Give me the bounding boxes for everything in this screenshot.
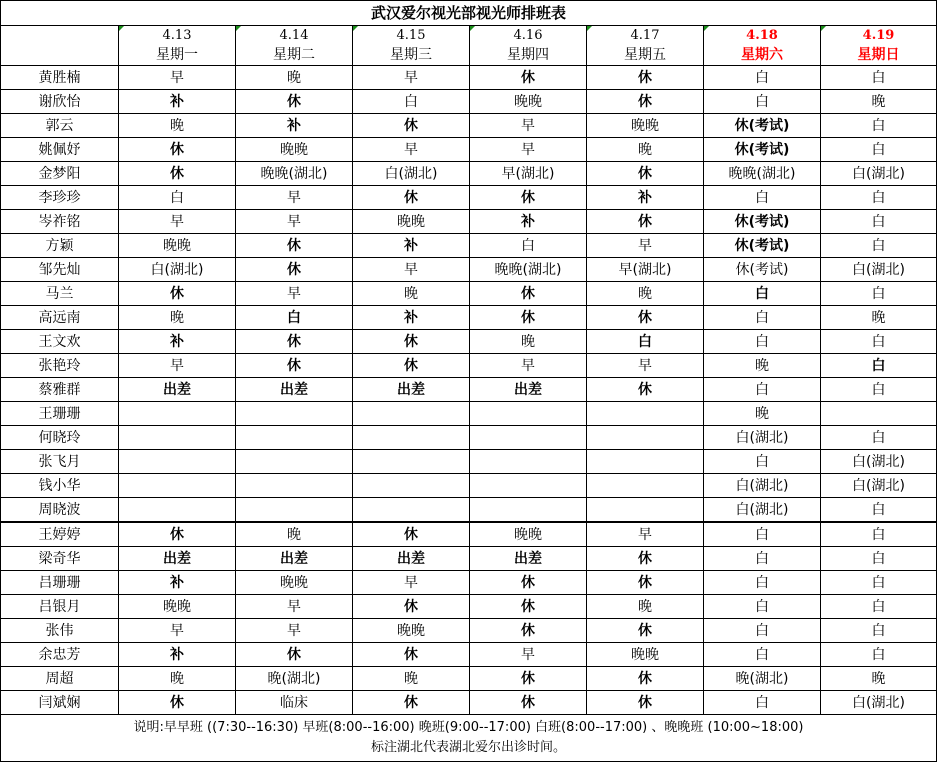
staff-name: 张飞月 [1, 450, 119, 474]
shift-cell: 白 [821, 234, 937, 258]
shift-cell: 晚 [470, 330, 587, 354]
shift-cell: 早 [236, 595, 353, 619]
staff-name: 邹先灿 [1, 258, 119, 282]
staff-name: 谢欣怡 [1, 90, 119, 114]
shift-cell: 晚(湖北) [236, 667, 353, 691]
shift-cell [587, 426, 704, 450]
shift-cell: 休 [353, 186, 470, 210]
shift-cell: 白 [821, 498, 937, 523]
shift-cell: 晚 [353, 282, 470, 306]
shift-cell: 晚晚(湖北) [236, 162, 353, 186]
staff-name: 马兰 [1, 282, 119, 306]
shift-cell: 晚晚 [353, 619, 470, 643]
weekday-header-row [1, 45, 937, 66]
shift-cell: 出差 [236, 547, 353, 571]
note-cell [1, 715, 937, 762]
shift-cell: 白 [821, 354, 937, 378]
shift-cell: 晚 [236, 66, 353, 90]
shift-cell: 出差 [236, 378, 353, 402]
shift-cell: 休 [587, 547, 704, 571]
shift-cell: 补 [353, 306, 470, 330]
shift-cell: 白(湖北) [821, 450, 937, 474]
shift-cell [236, 426, 353, 450]
shift-cell: 休 [119, 522, 236, 547]
shift-cell: 出差 [470, 378, 587, 402]
shift-cell: 白 [704, 306, 821, 330]
shift-cell: 休 [236, 90, 353, 114]
shift-cell: 出差 [353, 378, 470, 402]
shift-cell: 早 [470, 643, 587, 667]
staff-name: 张伟 [1, 619, 119, 643]
shift-cell: 早 [236, 282, 353, 306]
shift-cell: 白 [821, 643, 937, 667]
shift-cell: 休 [353, 330, 470, 354]
shift-cell: 出差 [119, 378, 236, 402]
shift-cell: 晚 [821, 90, 937, 114]
shift-cell [236, 498, 353, 523]
staff-name: 蔡雅群 [1, 378, 119, 402]
shift-cell: 晚 [704, 354, 821, 378]
shift-cell: 休 [353, 691, 470, 715]
shift-cell: 早 [236, 619, 353, 643]
date-header-row [1, 26, 937, 46]
shift-cell: 休 [353, 595, 470, 619]
staff-row [1, 66, 937, 90]
note-shift-times: 说明:早早班 ((7:30--16:30) 早班(8:00--16:00) 晚班(9:00--17:00) 白班(8:00--17:00) 、晚晚班 (10:00~18:00) [133, 720, 804, 735]
shift-cell: 晚 [119, 667, 236, 691]
weekday-header-4: 星期五 [587, 45, 704, 66]
staff-name: 闫斌娴 [1, 691, 119, 715]
shift-cell [470, 402, 587, 426]
shift-cell: 白 [821, 186, 937, 210]
shift-cell: 早 [236, 186, 353, 210]
shift-cell: 白 [821, 619, 937, 643]
shift-cell [119, 426, 236, 450]
shift-cell: 补 [119, 571, 236, 595]
shift-cell [470, 450, 587, 474]
shift-cell: 补 [353, 234, 470, 258]
staff-rows [1, 66, 937, 715]
shift-cell [236, 474, 353, 498]
shift-cell: 晚晚(湖北) [470, 258, 587, 282]
shift-cell [470, 426, 587, 450]
staff-row [1, 306, 937, 330]
shift-cell: 补 [119, 90, 236, 114]
shift-cell: 白 [821, 138, 937, 162]
shift-cell: 白 [704, 643, 821, 667]
corner-cell-lower [1, 45, 119, 66]
shift-cell: 休 [119, 691, 236, 715]
shift-cell: 白 [470, 234, 587, 258]
note-row [1, 715, 937, 762]
shift-cell: 白 [704, 571, 821, 595]
staff-name: 余忠芳 [1, 643, 119, 667]
staff-name: 高远南 [1, 306, 119, 330]
shift-cell: 晚晚 [353, 210, 470, 234]
shift-cell: 晚 [587, 595, 704, 619]
weekday-header-1: 星期二 [236, 45, 353, 66]
note-hubei: 标注湖北代表湖北爱尔出诊时间。 [371, 740, 567, 755]
shift-cell: 白 [704, 691, 821, 715]
shift-cell: 休 [353, 522, 470, 547]
shift-cell: 白 [704, 186, 821, 210]
date-header-0: 4.13 [119, 26, 236, 46]
shift-cell: 休 [470, 691, 587, 715]
staff-row [1, 619, 937, 643]
shift-cell: 休 [587, 691, 704, 715]
shift-cell: 晚晚 [236, 571, 353, 595]
staff-row [1, 114, 937, 138]
staff-name: 李珍珍 [1, 186, 119, 210]
shift-cell: 休 [236, 234, 353, 258]
shift-cell: 早 [119, 66, 236, 90]
shift-cell: 早 [470, 354, 587, 378]
shift-cell: 补 [119, 643, 236, 667]
shift-cell: 白 [821, 426, 937, 450]
shift-cell: 白(湖北) [821, 258, 937, 282]
shift-cell: 晚 [119, 114, 236, 138]
shift-cell: 白(湖北) [821, 162, 937, 186]
shift-cell [236, 402, 353, 426]
shift-cell: 白(湖北) [704, 426, 821, 450]
shift-cell: 白(湖北) [821, 474, 937, 498]
shift-cell: 白 [704, 378, 821, 402]
shift-cell: 白 [821, 595, 937, 619]
shift-cell: 早(湖北) [470, 162, 587, 186]
shift-cell: 晚晚 [236, 138, 353, 162]
staff-name: 何晓玲 [1, 426, 119, 450]
shift-cell: 休 [236, 354, 353, 378]
staff-name: 周晓波 [1, 498, 119, 523]
shift-cell: 晚 [119, 306, 236, 330]
shift-cell: 白 [236, 306, 353, 330]
shift-cell: 早 [119, 210, 236, 234]
shift-cell [821, 402, 937, 426]
shift-cell: 白(湖北) [704, 498, 821, 523]
staff-name: 梁奇华 [1, 547, 119, 571]
shift-cell: 晚 [353, 667, 470, 691]
shift-cell: 休 [353, 354, 470, 378]
shift-cell: 白 [704, 450, 821, 474]
schedule-title: 武汉爱尔视光部视光师排班表 [1, 1, 937, 26]
staff-row [1, 595, 937, 619]
shift-cell: 早 [470, 138, 587, 162]
weekday-header-5: 星期六 [704, 45, 821, 66]
shift-cell [353, 474, 470, 498]
staff-name: 方颖 [1, 234, 119, 258]
shift-cell: 休 [470, 306, 587, 330]
shift-cell: 晚 [587, 138, 704, 162]
shift-cell [353, 426, 470, 450]
date-header-6: 4.19 [821, 26, 937, 46]
shift-cell: 白(湖北) [821, 691, 937, 715]
staff-row [1, 643, 937, 667]
shift-cell: 早 [119, 619, 236, 643]
shift-cell: 休 [236, 330, 353, 354]
shift-cell: 休 [587, 378, 704, 402]
shift-cell: 休 [119, 138, 236, 162]
shift-cell: 休(考试) [704, 258, 821, 282]
staff-row [1, 547, 937, 571]
shift-cell: 晚晚 [119, 595, 236, 619]
shift-cell [587, 450, 704, 474]
staff-name: 黄胜楠 [1, 66, 119, 90]
staff-row [1, 378, 937, 402]
shift-cell: 休 [236, 643, 353, 667]
shift-cell: 白 [704, 619, 821, 643]
date-header-1: 4.14 [236, 26, 353, 46]
shift-cell: 白 [821, 522, 937, 547]
shift-cell: 早 [587, 354, 704, 378]
shift-cell [353, 498, 470, 523]
weekday-header-0: 星期一 [119, 45, 236, 66]
staff-name: 郭云 [1, 114, 119, 138]
shift-cell: 出差 [470, 547, 587, 571]
staff-row [1, 210, 937, 234]
shift-cell: 早 [470, 114, 587, 138]
shift-cell: 休 [587, 306, 704, 330]
shift-cell: 休(考试) [704, 234, 821, 258]
shift-cell: 早 [587, 522, 704, 547]
date-header-5: 4.18 [704, 26, 821, 46]
shift-cell: 休 [470, 619, 587, 643]
staff-row [1, 450, 937, 474]
shift-cell: 白 [587, 330, 704, 354]
staff-row [1, 571, 937, 595]
staff-row [1, 498, 937, 523]
shift-cell: 晚晚 [587, 114, 704, 138]
shift-cell [353, 450, 470, 474]
staff-name: 姚佩妤 [1, 138, 119, 162]
staff-row [1, 282, 937, 306]
staff-name: 周超 [1, 667, 119, 691]
staff-name: 金梦阳 [1, 162, 119, 186]
date-header-2: 4.15 [353, 26, 470, 46]
shift-cell: 白 [704, 90, 821, 114]
shift-cell: 白 [821, 114, 937, 138]
shift-cell: 休 [587, 667, 704, 691]
staff-row [1, 691, 937, 715]
shift-cell: 白 [704, 330, 821, 354]
shift-cell: 白 [119, 186, 236, 210]
shift-cell: 补 [470, 210, 587, 234]
staff-name: 吕珊珊 [1, 571, 119, 595]
staff-row [1, 162, 937, 186]
shift-cell [119, 450, 236, 474]
corner-cell [1, 26, 119, 46]
shift-cell: 白 [353, 90, 470, 114]
shift-cell: 休 [587, 66, 704, 90]
shift-cell: 白 [821, 282, 937, 306]
shift-cell [353, 402, 470, 426]
shift-cell: 休 [353, 114, 470, 138]
shift-cell: 白 [821, 547, 937, 571]
shift-cell [470, 498, 587, 523]
staff-name: 张艳玲 [1, 354, 119, 378]
shift-cell: 休 [587, 210, 704, 234]
weekday-header-3: 星期四 [470, 45, 587, 66]
shift-cell: 晚晚 [470, 522, 587, 547]
shift-cell: 白 [704, 595, 821, 619]
date-header-3: 4.16 [470, 26, 587, 46]
weekday-header-2: 星期三 [353, 45, 470, 66]
shift-cell: 白 [704, 522, 821, 547]
shift-cell: 晚晚(湖北) [704, 162, 821, 186]
shift-cell: 晚晚 [470, 90, 587, 114]
shift-cell: 早 [119, 354, 236, 378]
shift-cell: 晚 [704, 402, 821, 426]
shift-cell: 休 [587, 90, 704, 114]
shift-cell: 白 [821, 66, 937, 90]
staff-row [1, 234, 937, 258]
shift-cell [587, 402, 704, 426]
shift-cell: 早 [353, 138, 470, 162]
staff-name: 岑祚铭 [1, 210, 119, 234]
staff-row [1, 426, 937, 450]
shift-cell: 晚晚 [587, 643, 704, 667]
shift-cell: 休 [470, 667, 587, 691]
shift-cell [587, 474, 704, 498]
staff-row [1, 474, 937, 498]
staff-row [1, 354, 937, 378]
shift-cell [119, 474, 236, 498]
shift-cell: 白 [821, 378, 937, 402]
title-row [1, 1, 937, 26]
staff-name: 王珊珊 [1, 402, 119, 426]
staff-row [1, 330, 937, 354]
shift-cell: 白 [821, 571, 937, 595]
shift-cell: 早(湖北) [587, 258, 704, 282]
staff-row [1, 402, 937, 426]
shift-cell: 补 [587, 186, 704, 210]
shift-cell: 休 [236, 258, 353, 282]
shift-cell: 休 [470, 186, 587, 210]
shift-cell: 补 [119, 330, 236, 354]
staff-row [1, 667, 937, 691]
shift-cell: 晚 [587, 282, 704, 306]
staff-name: 王文欢 [1, 330, 119, 354]
staff-name: 吕银月 [1, 595, 119, 619]
shift-cell: 白 [704, 66, 821, 90]
shift-cell: 临床 [236, 691, 353, 715]
shift-cell: 出差 [119, 547, 236, 571]
shift-cell: 休 [119, 162, 236, 186]
shift-cell: 晚 [236, 522, 353, 547]
shift-cell: 休 [119, 282, 236, 306]
shift-cell: 休(考试) [704, 210, 821, 234]
shift-cell: 休 [470, 595, 587, 619]
staff-row [1, 138, 937, 162]
shift-cell: 补 [236, 114, 353, 138]
shift-cell: 白(湖北) [119, 258, 236, 282]
shift-cell: 休 [587, 162, 704, 186]
shift-cell: 晚 [821, 667, 937, 691]
shift-cell: 白(湖北) [704, 474, 821, 498]
shift-cell: 休 [470, 571, 587, 595]
shift-cell [470, 474, 587, 498]
shift-cell: 出差 [353, 547, 470, 571]
staff-name: 王婷婷 [1, 522, 119, 547]
staff-row [1, 186, 937, 210]
staff-row [1, 522, 937, 547]
shift-cell [587, 498, 704, 523]
staff-row [1, 258, 937, 282]
shift-cell: 早 [353, 571, 470, 595]
shift-cell [119, 498, 236, 523]
shift-cell: 晚 [821, 306, 937, 330]
shift-cell: 休 [587, 571, 704, 595]
shift-cell: 早 [587, 234, 704, 258]
shift-cell: 白 [821, 330, 937, 354]
shift-cell: 休 [470, 282, 587, 306]
shift-cell [119, 402, 236, 426]
shift-cell: 白 [704, 282, 821, 306]
shift-cell [236, 450, 353, 474]
shift-cell: 早 [353, 258, 470, 282]
shift-cell: 休(考试) [704, 114, 821, 138]
shift-cell: 白(湖北) [353, 162, 470, 186]
shift-cell: 休 [470, 66, 587, 90]
shift-cell: 早 [353, 66, 470, 90]
staff-row [1, 90, 937, 114]
shift-cell: 晚(湖北) [704, 667, 821, 691]
weekday-header-6: 星期日 [821, 45, 937, 66]
staff-name: 钱小华 [1, 474, 119, 498]
shift-cell: 休(考试) [704, 138, 821, 162]
shift-cell: 白 [821, 210, 937, 234]
shift-cell: 晚晚 [119, 234, 236, 258]
shift-cell: 休 [353, 643, 470, 667]
shift-cell: 早 [236, 210, 353, 234]
shift-cell: 休 [587, 619, 704, 643]
shift-cell: 白 [704, 547, 821, 571]
date-header-4: 4.17 [587, 26, 704, 46]
